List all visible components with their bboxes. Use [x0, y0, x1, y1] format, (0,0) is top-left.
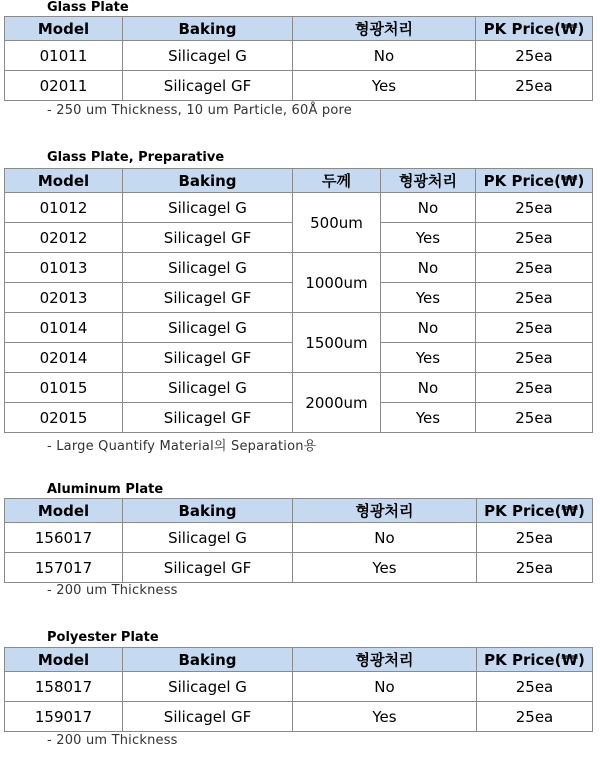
- header-fluorescence: 형광처리: [381, 169, 476, 193]
- cell-fluorescence: No: [293, 523, 477, 553]
- table-header-row: [5, 499, 593, 523]
- cell-fluorescence: No: [381, 193, 476, 223]
- note-glass-plate-preparative: - Large Quantify Material의 Separation용: [47, 439, 317, 454]
- header-model: Model: [5, 169, 123, 193]
- cell-baking: Silicagel G: [123, 193, 293, 223]
- cell-thickness: 500um: [293, 193, 381, 253]
- note-glass-plate: - 250 um Thickness, 10 um Particle, 60Å pore: [47, 103, 352, 118]
- header-model: Model: [5, 17, 123, 41]
- cell-price: 25ea: [476, 313, 593, 343]
- cell-baking: Silicagel GF: [123, 343, 293, 373]
- header-price: PK Price(₩): [477, 499, 593, 523]
- cell-fluorescence: No: [381, 373, 476, 403]
- cell-model: 01011: [5, 41, 123, 71]
- cell-price: 25ea: [476, 343, 593, 373]
- cell-model: 02014: [5, 343, 123, 373]
- cell-price: 25ea: [476, 283, 593, 313]
- table-row: [5, 193, 593, 223]
- cell-baking: Silicagel G: [123, 253, 293, 283]
- cell-price: 25ea: [477, 702, 593, 732]
- header-fluorescence: 형광처리: [293, 648, 477, 672]
- section-title-polyester-plate: Polyester Plate: [47, 630, 159, 645]
- cell-thickness: 2000um: [293, 373, 381, 433]
- cell-model: 158017: [5, 672, 123, 702]
- table-row: [5, 702, 593, 732]
- table-row: [5, 523, 593, 553]
- cell-price: 25ea: [476, 41, 593, 71]
- cell-price: 25ea: [477, 523, 593, 553]
- cell-baking: Silicagel GF: [123, 71, 293, 101]
- header-fluorescence: 형광처리: [293, 499, 477, 523]
- header-price: PK Price(₩): [477, 648, 593, 672]
- cell-price: 25ea: [477, 672, 593, 702]
- table-row: [5, 313, 593, 343]
- cell-baking: Silicagel G: [123, 41, 293, 71]
- cell-fluorescence: Yes: [381, 343, 476, 373]
- header-baking: Baking: [123, 499, 293, 523]
- section-title-glass-plate: Glass Plate: [47, 0, 129, 15]
- cell-baking: Silicagel G: [123, 373, 293, 403]
- cell-model: 02013: [5, 283, 123, 313]
- cell-fluorescence: Yes: [293, 702, 477, 732]
- cell-price: 25ea: [476, 403, 593, 433]
- note-polyester-plate: - 200 um Thickness: [47, 733, 178, 748]
- table-row: [5, 71, 593, 101]
- cell-fluorescence: Yes: [381, 283, 476, 313]
- glass-plate-preparative-table: [4, 168, 593, 433]
- table-row: [5, 553, 593, 583]
- cell-model: 02012: [5, 223, 123, 253]
- header-model: Model: [5, 648, 123, 672]
- cell-fluorescence: Yes: [381, 223, 476, 253]
- cell-model: 01015: [5, 373, 123, 403]
- cell-model: 02015: [5, 403, 123, 433]
- section-title-glass-plate-preparative: Glass Plate, Preparative: [47, 150, 225, 165]
- cell-fluorescence: No: [293, 672, 477, 702]
- cell-thickness: 1000um: [293, 253, 381, 313]
- table-row: [5, 253, 593, 283]
- cell-model: 02011: [5, 71, 123, 101]
- header-price: PK Price(₩): [476, 169, 593, 193]
- cell-fluorescence: Yes: [381, 403, 476, 433]
- section-title-aluminum-plate: Aluminum Plate: [47, 482, 164, 497]
- header-price: PK Price(₩): [476, 17, 593, 41]
- header-baking: Baking: [123, 648, 293, 672]
- polyester-plate-table: [4, 647, 593, 732]
- table-row: [5, 373, 593, 403]
- cell-baking: Silicagel G: [123, 672, 293, 702]
- cell-price: 25ea: [476, 193, 593, 223]
- header-fluorescence: 형광처리: [293, 17, 476, 41]
- cell-fluorescence: No: [381, 313, 476, 343]
- cell-model: 159017: [5, 702, 123, 732]
- cell-price: 25ea: [476, 373, 593, 403]
- cell-thickness: 1500um: [293, 313, 381, 373]
- table-header-row: [5, 169, 593, 193]
- cell-fluorescence: No: [293, 41, 476, 71]
- cell-baking: Silicagel GF: [123, 223, 293, 253]
- table-row: [5, 41, 593, 71]
- cell-fluorescence: Yes: [293, 553, 477, 583]
- header-thickness: 두께: [293, 169, 381, 193]
- cell-price: 25ea: [477, 553, 593, 583]
- glass-plate-table: [4, 16, 593, 101]
- cell-price: 25ea: [476, 71, 593, 101]
- cell-model: 01012: [5, 193, 123, 223]
- cell-price: 25ea: [476, 253, 593, 283]
- aluminum-plate-table: [4, 498, 593, 583]
- header-baking: Baking: [123, 169, 293, 193]
- cell-fluorescence: No: [381, 253, 476, 283]
- note-aluminum-plate: - 200 um Thickness: [47, 583, 178, 598]
- table-row: [5, 672, 593, 702]
- header-baking: Baking: [123, 17, 293, 41]
- cell-baking: Silicagel G: [123, 313, 293, 343]
- cell-baking: Silicagel GF: [123, 283, 293, 313]
- header-model: Model: [5, 499, 123, 523]
- cell-price: 25ea: [476, 223, 593, 253]
- cell-model: 01013: [5, 253, 123, 283]
- cell-model: 157017: [5, 553, 123, 583]
- table-header-row: [5, 17, 593, 41]
- cell-baking: Silicagel GF: [123, 403, 293, 433]
- cell-fluorescence: Yes: [293, 71, 476, 101]
- cell-baking: Silicagel G: [123, 523, 293, 553]
- cell-model: 156017: [5, 523, 123, 553]
- cell-baking: Silicagel GF: [123, 553, 293, 583]
- table-header-row: [5, 648, 593, 672]
- cell-model: 01014: [5, 313, 123, 343]
- cell-baking: Silicagel GF: [123, 702, 293, 732]
